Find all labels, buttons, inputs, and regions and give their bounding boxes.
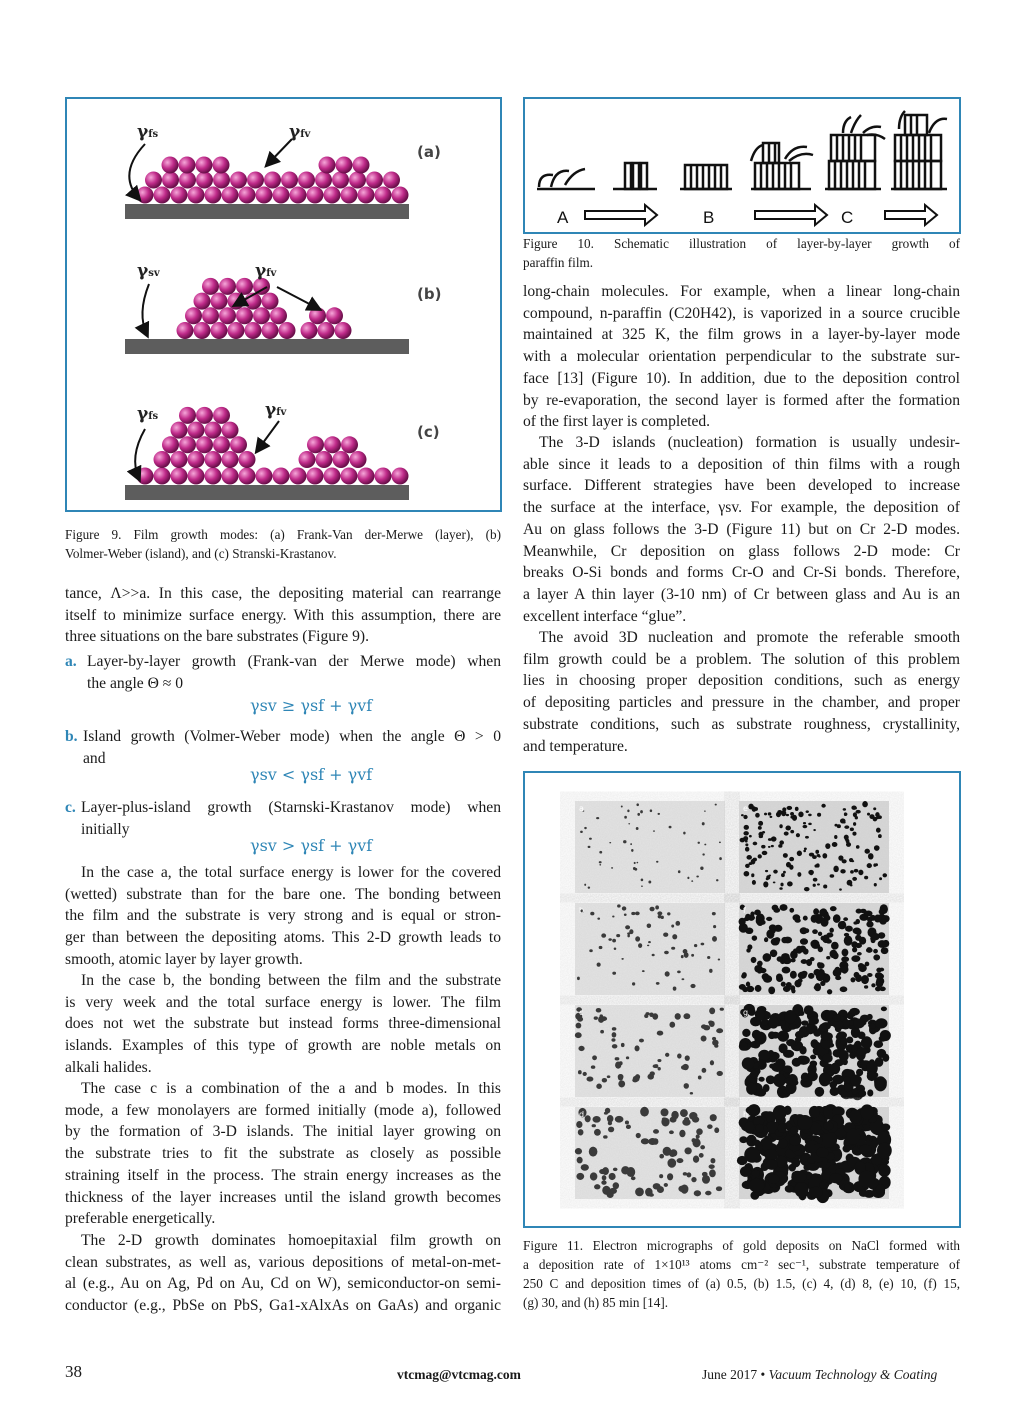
atom-sphere [358,187,375,204]
text-line: The 2-D growth dominates homoepitaxial film growth on [81,1232,501,1249]
atom-sphere [188,187,205,204]
text-line: and [83,749,106,767]
atom-sphere [319,157,336,174]
atom-sphere [205,451,222,468]
right-paragraph-2 [523,432,960,627]
atom-sphere [353,157,370,174]
atom-sphere [154,187,171,204]
text-line: the substrate tries to fit the substrate as closely as possible [65,1145,501,1163]
atom-sphere [194,293,211,310]
micrograph-panel [737,1104,892,1203]
text-line: breaks O-Si bonds and forms Cr-O and Cr-Si bonds. Therefore, [523,564,960,582]
atom-sphere [205,468,222,485]
atom-sphere [196,157,213,174]
atom-sphere [137,468,154,485]
atom-sphere [202,307,219,324]
arrow-sv-b [142,284,149,335]
atom-sphere [281,172,298,189]
fig10-caption-line: paraffin film. [523,255,594,270]
atom-sphere [179,157,196,174]
figure-10-diagram [525,99,959,232]
figure-11-frame [523,771,961,1228]
text-line: excellent interface “glue”. [523,607,687,625]
atom-sphere [222,422,239,439]
text-line: thickness of the layer increases until the island growth becomes [65,1188,501,1206]
fig10-arrows [585,205,937,225]
text-line: In the case b, the bonding between the film and the substrate [81,972,501,989]
text-line: by the formation of 3-D islands. The initial layer growing on [65,1123,501,1141]
list-item-c [65,797,501,840]
atom-sphere [154,451,171,468]
atom-sphere [162,172,179,189]
atom-sphere [273,187,290,204]
atom-sphere [213,157,230,174]
text-line: with a molecular orientation perpendicular to the substrate sur- [523,348,960,366]
atom-sphere [336,157,353,174]
atom-sphere [162,436,179,453]
paragraph-2d-growth [65,1230,501,1317]
atom-sphere [392,468,409,485]
figure-9-frame [65,97,502,512]
text-line: initially [81,820,130,838]
atom-sphere [213,172,230,189]
atom-sphere [392,187,409,204]
gamma-fv-a: γfv [289,122,311,142]
atom-sphere [230,172,247,189]
text-line: (wetted) substrate than for the bare one. The bonding between [65,885,501,903]
atom-sphere [309,307,326,324]
text-line: Island growth (Volmer-Weber mode) when the angle Θ > 0 [83,728,501,745]
fig10-letter-a: A [557,208,569,227]
text-line: lies in choosing proper deposition conditions, such as energy [523,672,960,690]
atom-sphere [171,422,188,439]
text-line: tance, Λ>>a. In this case, the depositing material can rearrange [65,585,501,602]
arrow-fv-c [257,421,279,451]
atom-sphere [179,172,196,189]
footer-email: vtcmag@vtcmag.com [397,1367,521,1382]
text-line: preferable energetically. [65,1210,216,1228]
footer-issue [702,1367,937,1383]
list-marker-c: c. [65,799,76,816]
micrograph-panel [739,1004,891,1100]
atom-sphere [213,436,230,453]
text-line: The avoid 3D nucleation and promote the referable smooth [539,629,960,646]
figure-9-panel-b [125,261,441,354]
atom-sphere [245,322,262,339]
equation-c: γsv > γsf + γvf [250,836,373,855]
fig10-letter-c: C [841,208,854,227]
atom-sphere [211,293,228,310]
atom-sphere [239,187,256,204]
text-line: three situations on the bare substrates (Figure 9). [65,628,370,646]
atom-sphere [154,468,171,485]
right-paragraph-3 [523,627,960,757]
atom-sphere [171,468,188,485]
gamma-fv-b: γfv [255,261,277,281]
figure-10-caption [523,234,960,272]
atom-sphere [230,436,247,453]
micrograph-panel [739,801,889,893]
text-line: of the first layer is completed. [523,413,711,431]
page-number: 38 [65,1362,82,1381]
atom-sphere [341,187,358,204]
text-line: conductor (e.g., PbSe on PbS, Ga1-xAlxAs on GaAs) and organic [65,1297,501,1315]
list-marker-a: a. [65,653,77,670]
atom-sphere [290,187,307,204]
text-line: does not wet the substrate but instead forms three-dimensional [65,1015,501,1033]
text-line: of depositing particles and pressure in the chamber, and proper [523,694,960,712]
text-line: The 3-D islands (nucleation) formation is usually undesir- [539,434,960,451]
atom-sphere [185,307,202,324]
micrograph-panel [575,903,725,995]
atom-sphere [299,451,316,468]
label-b: (b) [417,285,442,303]
atom-sphere [194,322,211,339]
atom-sphere [350,451,367,468]
atom-sphere [213,407,230,424]
atom-sphere [366,172,383,189]
text-line: compound, n-paraffin (C20H42), is vaporized in a source crucible [523,304,960,322]
label-a: (a) [417,143,441,161]
list-item-b [65,726,501,769]
micrograph-label: g [743,1008,749,1017]
atom-sphere [375,468,392,485]
atom-sphere [145,172,162,189]
micrograph-label: a [579,804,584,813]
atom-sphere [211,322,228,339]
text-line: surface. Different strategies have been developed to increase [523,477,960,495]
atom-sphere [341,468,358,485]
atom-sphere [253,307,270,324]
text-line: maintained at 325 K, the film grows in a layer-by-layer mode [523,326,960,344]
text-line: Au on glass follows the 3-D (Figure 11) but on Cr 2-D modes. [523,520,960,538]
micrograph-panel [575,801,725,893]
figure-9-diagram [67,99,500,510]
atom-sphere [236,278,253,295]
atom-sphere [264,172,281,189]
atom-sphere [177,322,194,339]
text-line: Meanwhile, Cr deposition on glass follows 2-D mode: Cr [523,542,960,560]
figure-9-caption [65,525,501,563]
text-line: by re-evaporation, the second layer is formed after the formation [523,391,960,409]
atom-sphere [324,187,341,204]
atom-sphere [188,468,205,485]
fig11-caption-line: a deposition rate of 1×10¹³ atoms cm⁻² sec⁻¹, substrate temperature of [523,1257,960,1272]
micrograph-label: h [743,1110,749,1119]
text-line: In the case a, the total surface energy is lower for the covered [81,864,501,881]
atom-sphere [332,172,349,189]
figure-11-caption [523,1236,960,1312]
atom-sphere [196,172,213,189]
figure-10-frame [523,97,961,234]
atom-sphere [318,322,335,339]
fig9-caption-line: Figure 9. Film growth modes: (a) Frank-Van der-Merwe (layer), (b) [65,527,501,542]
text-line: clean substrates, as well as, various depositions of metal-on-met- [65,1253,501,1271]
text-line: al (e.g., Au on Ag, Pd on Au, Cd on W), semiconductor-on semi- [65,1275,501,1293]
text-line: smooth, atomic layer by layer growth. [65,950,303,968]
paragraph-case-c [65,1078,501,1230]
text-line: is very week and the total surface energy is lower. The film [65,993,501,1011]
paragraph-case-b [65,970,501,1079]
atom-sphere [335,322,352,339]
atom-sphere [270,307,287,324]
figure-11-micrographs [525,773,959,1226]
paragraph-case-a [65,862,501,971]
right-paragraph-1 [523,281,960,433]
atom-sphere [290,468,307,485]
fig10-caption-line: Figure 10. Schematic illustration of layer-by-layer growth of [523,236,960,251]
text-line: a layer A thin layer (3-10 nm) of Cr between glass and Au is an [523,585,960,603]
atom-sphere [222,468,239,485]
atom-sphere [279,322,296,339]
atom-sphere [179,436,196,453]
footer-journal: Vacuum Technology & Coating [768,1367,938,1382]
fig9-caption-line: Volmer-Weber (island), and (c) Stranski-Krastanov. [65,546,337,561]
text-line: and temperature. [523,737,628,755]
footer-date: June 2017 [702,1367,758,1382]
micrograph-label: f [743,906,746,915]
micrograph-label: d [579,1110,585,1119]
text-line: able since it leads to a deposition of thin films with a rough [523,455,960,473]
arrow-fv-b2 [277,287,319,309]
atom-sphere [307,187,324,204]
atom-sphere [341,436,358,453]
equation-a: γsv ≥ γsf + γvf [250,696,373,715]
atom-sphere [222,451,239,468]
text-line: The case c is a combination of the a and b modes. In this [81,1080,501,1097]
atom-sphere [333,451,350,468]
atom-sphere [205,187,222,204]
gamma-fs-a: γfs [137,122,159,142]
gamma-sv-b: γsv [137,261,160,281]
atom-sphere [188,422,205,439]
atom-sphere [188,451,205,468]
text-line: the film and the substrate is very strong and is equal or stron- [65,907,501,925]
atom-sphere [239,451,256,468]
gamma-fv-c: γfv [265,400,287,420]
text-line: the angle Θ ≈ 0 [87,674,184,692]
atom-sphere [301,322,318,339]
text-line: long-chain molecules. For example, when a linear long-chain [523,283,960,300]
atom-sphere [383,172,400,189]
equation-b: γsv < γsf + γvf [250,765,373,784]
atom-sphere [349,172,366,189]
text-line: straining itself in the process. The strain energy increases as the [65,1166,501,1184]
atom-sphere [262,322,279,339]
substrate-a [125,204,409,219]
atom-sphere [324,436,341,453]
text-line: face [13] (Figure 10). In addition, due to the deposition control [523,369,960,387]
atom-sphere [247,172,264,189]
micrograph-panel [575,1107,725,1199]
fig11-caption-line: 250 C and deposition times of (a) 0.5, (b) 1.5, (c) 4, (d) 8, (e) 10, (f) 15, [523,1276,960,1291]
text-line: film growth could be a problem. The solution of this problem [523,650,960,668]
text-line: the surface at the interface, γsv. For example, the deposition of [523,499,960,517]
atom-sphere [375,187,392,204]
atom-sphere [219,307,236,324]
atom-sphere [315,172,332,189]
atom-sphere [228,322,245,339]
atom-sphere [171,451,188,468]
figure-9-panel-c [125,400,440,500]
atom-sphere [196,407,213,424]
atom-sphere [307,468,324,485]
atom-sphere [196,436,213,453]
atom-sphere [358,468,375,485]
text-line: mode, a few monolayers are formed initially (mode a), followed [65,1101,501,1119]
atom-sphere [256,468,273,485]
atom-sphere [222,187,239,204]
micrograph-label: b [579,906,585,915]
micrograph-label: c [579,1008,584,1017]
atom-sphere [262,293,279,310]
atom-sphere [236,307,253,324]
micrograph-panel [575,1005,725,1097]
atom-sphere [205,422,222,439]
atom-sphere [256,187,273,204]
atom-sphere [137,187,154,204]
substrate-b [125,339,409,354]
list-item-a [65,651,501,694]
atom-sphere [162,157,179,174]
substrate-c [125,485,409,500]
atom-sphere [171,187,188,204]
left-intro [65,583,501,648]
atom-sphere [202,278,219,295]
text-line: alkali halides. [65,1058,152,1076]
micrograph-label: e [743,804,748,813]
arrow-fv-a [267,139,292,165]
atom-sphere [316,451,333,468]
atom-sphere [179,407,196,424]
atom-sphere [273,468,290,485]
text-line: substrate conditions, such as substrate roughness, crystallinity, [523,715,960,733]
fig10-letter-b: B [703,208,715,227]
atom-sphere [219,278,236,295]
atom-sphere [326,307,343,324]
atom-sphere [239,468,256,485]
text-line: Layer-by-layer growth (Frank-van der Merwe mode) when [87,653,501,670]
figure-9-panel-a [125,122,441,219]
text-line: itself to minimize surface energy. With this assumption, there are [65,606,501,624]
atom-sphere [324,468,341,485]
text-line: islands. Examples of this type of growth are noble metals on [65,1037,501,1055]
atom-sphere [307,436,324,453]
micrograph-panel [739,903,890,995]
fig11-caption-line: Figure 11. Electron micrographs of gold deposits on NaCl formed with [523,1238,960,1253]
fig11-caption-line: (g) 30, and (h) 85 min [14]. [523,1295,669,1310]
gamma-fs-c: γfs [137,404,159,424]
atom-sphere [298,172,315,189]
footer-bullet: • [760,1367,766,1382]
list-marker-b: b. [65,728,78,745]
text-line: ger than between the depositing atoms. This 2-D growth leads to [65,929,501,947]
text-line: Layer-plus-island growth (Starnski-Krastanov mode) when [81,799,501,816]
label-c: (c) [417,423,440,441]
